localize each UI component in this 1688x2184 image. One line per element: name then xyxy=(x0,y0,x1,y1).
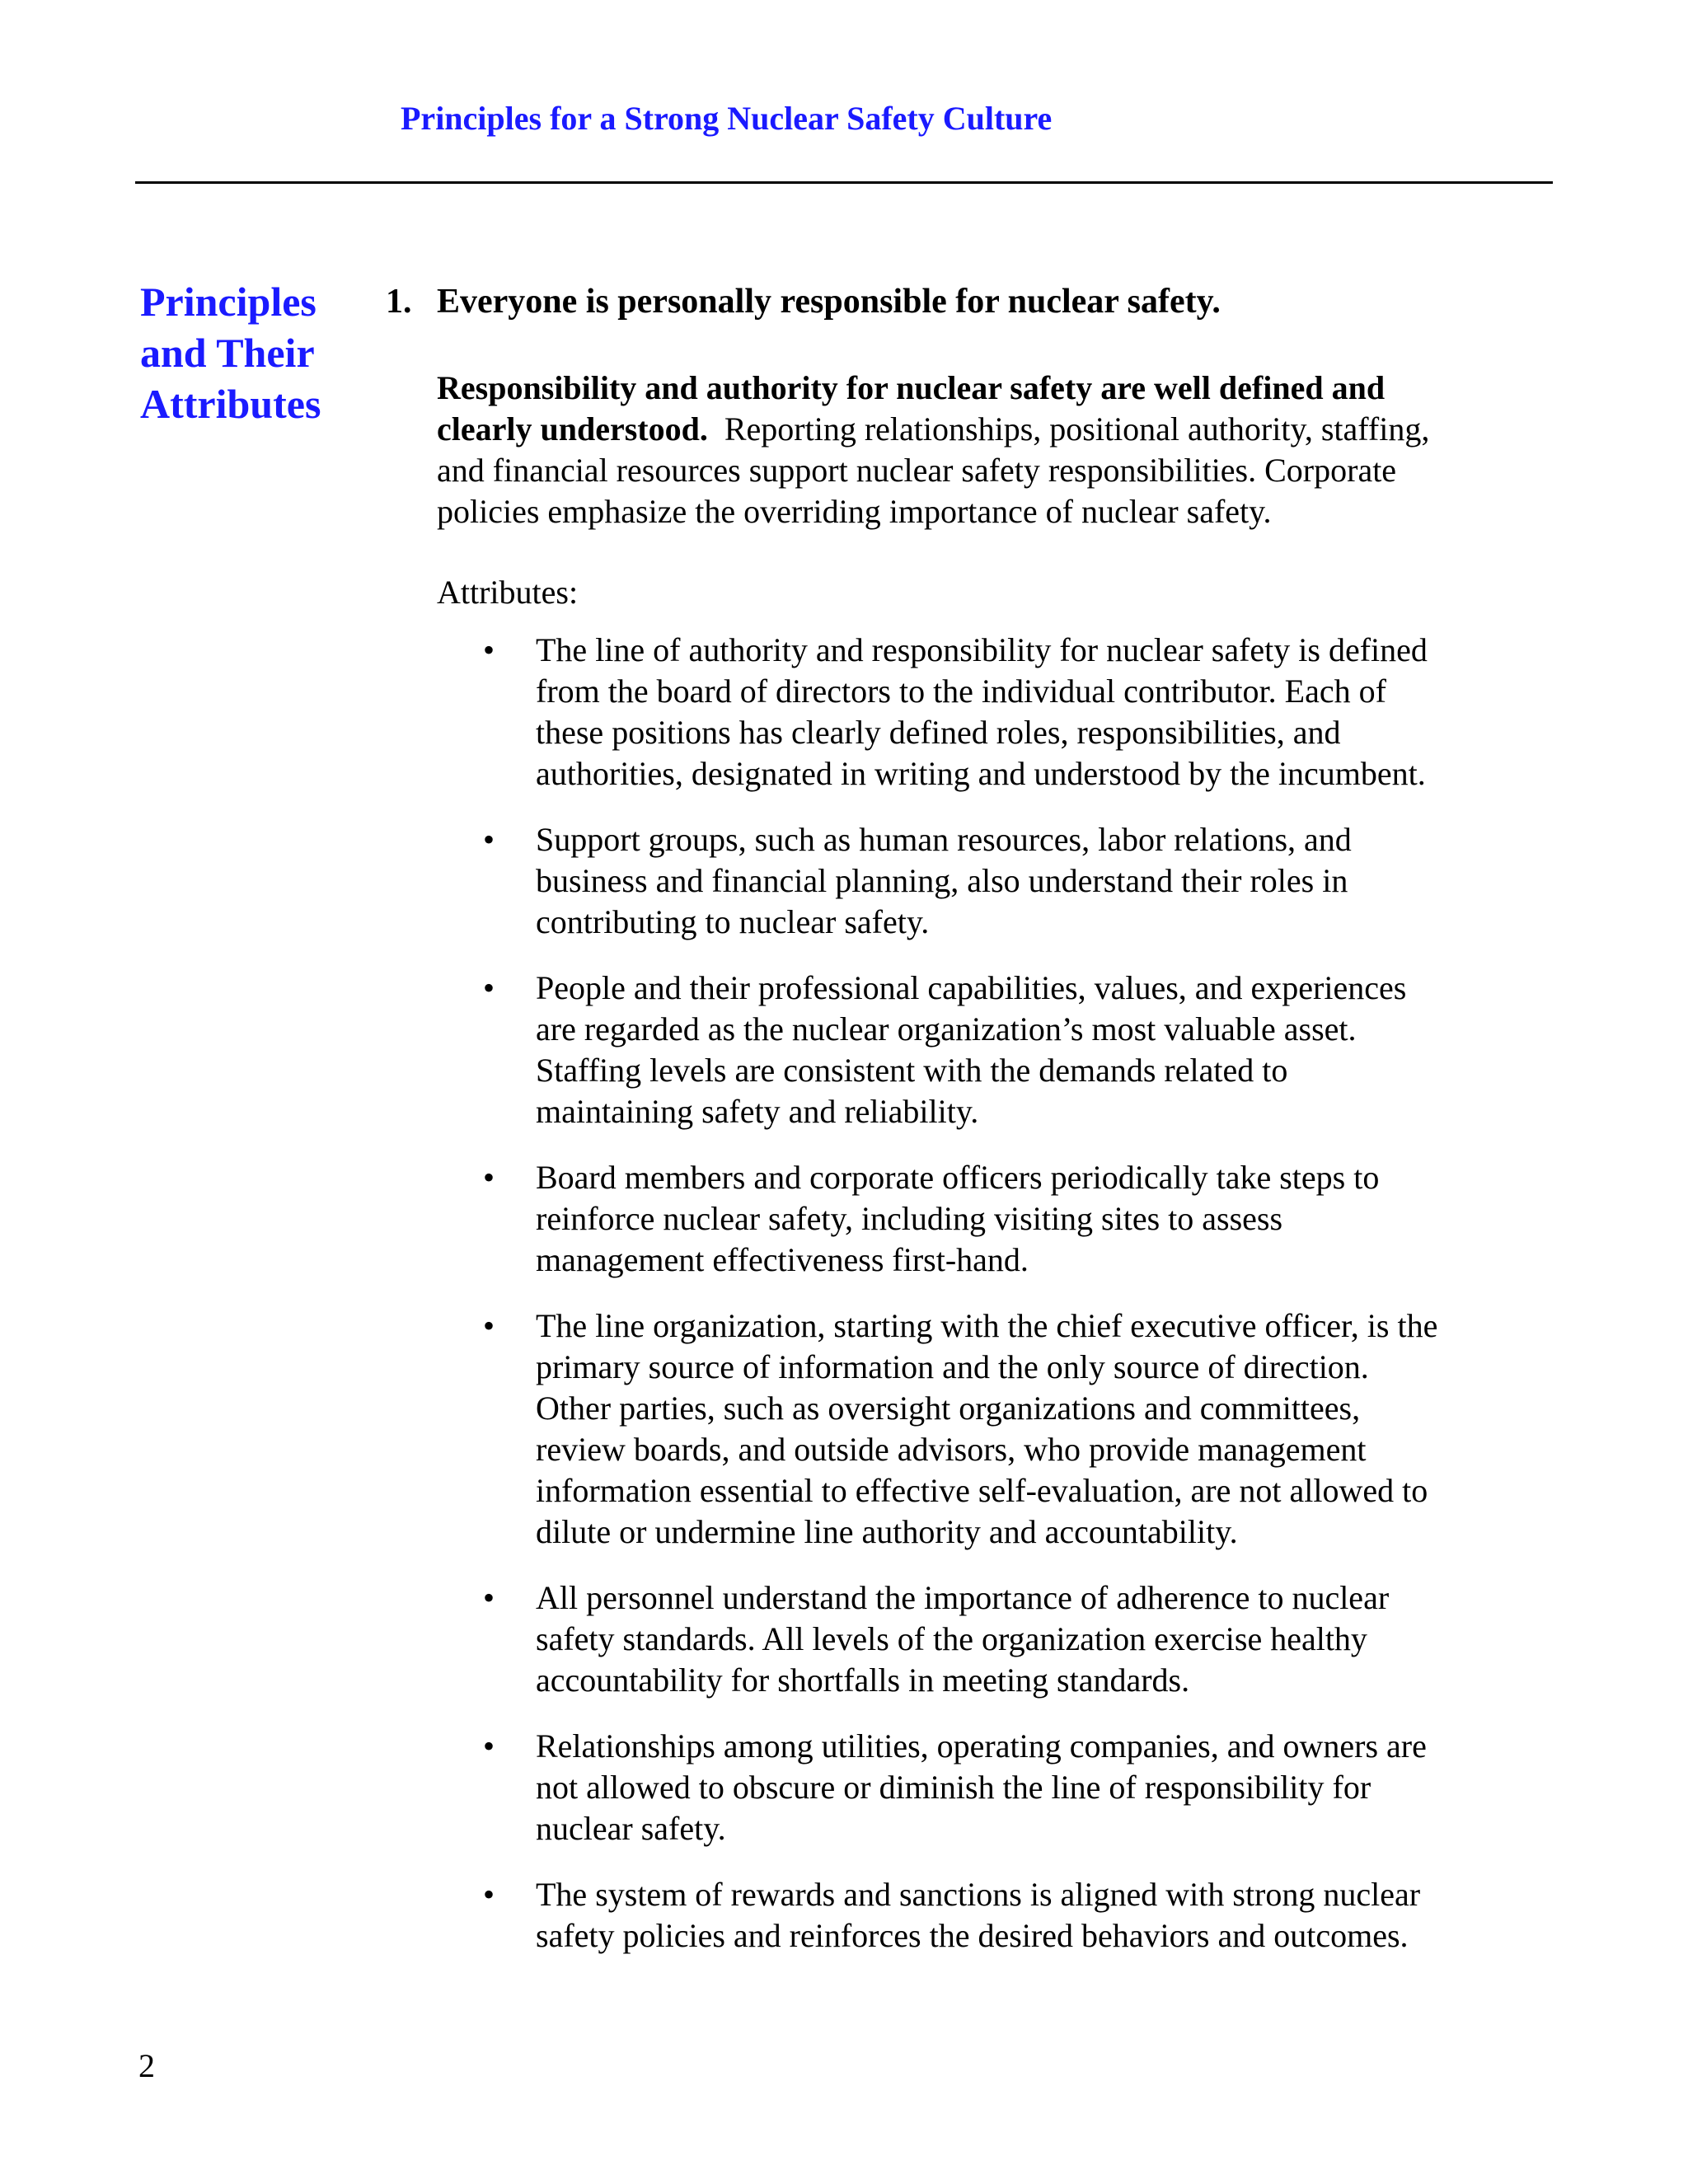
attribute-list-item xyxy=(386,1577,1556,1701)
principle-title-text: Everyone is personally responsible for nuclear safety. xyxy=(437,283,1221,321)
attribute-list-item xyxy=(386,1874,1556,1957)
attribute-text-line: reinforce nuclear safety, including visiting sites to assess xyxy=(536,1200,1283,1237)
attribute-text-line: safety policies and reinforces the desired behaviors and outcomes. xyxy=(536,1917,1409,1954)
attribute-text-line: All personnel understand the importance of adherence to nuclear xyxy=(536,1579,1390,1616)
bullet-icon: • xyxy=(483,631,495,668)
bullet-icon: • xyxy=(483,821,495,858)
bullet-icon: • xyxy=(483,969,495,1006)
side-heading-line: Attributes xyxy=(140,381,321,427)
attribute-text-line: business and financial planning, also understand their roles in xyxy=(536,862,1348,899)
bullet-icon: • xyxy=(483,1727,495,1765)
side-heading xyxy=(140,276,354,429)
attribute-text-line: Other parties, such as oversight organizations and committees, xyxy=(536,1390,1361,1427)
page-number: 2 xyxy=(138,2047,155,2084)
attribute-list-item xyxy=(386,1305,1556,1553)
attribute-text-line: from the board of directors to the individual contributor. Each of xyxy=(536,673,1386,710)
attribute-text-line: The line organization, starting with the chief executive officer, is the xyxy=(536,1307,1438,1344)
bullet-icon: • xyxy=(483,1579,495,1616)
attribute-text-line: Board members and corporate officers periodically take steps to xyxy=(536,1159,1380,1196)
side-heading-line: Principles xyxy=(140,279,316,325)
attribute-text-line: are regarded as the nuclear organization’s most valuable asset. xyxy=(536,1010,1357,1047)
bullet-icon: • xyxy=(483,1876,495,1913)
attribute-text-line: these positions has clearly defined roles, responsibilities, and xyxy=(536,714,1341,751)
attribute-text-line: Staffing levels are consistent with the demands related to xyxy=(536,1052,1288,1089)
attribute-text-line: not allowed to obscure or diminish the line of responsibility for xyxy=(536,1769,1372,1806)
attribute-list-item xyxy=(386,819,1556,943)
running-header-title: Principles for a Strong Nuclear Safety Culture xyxy=(401,100,1053,137)
intro-line: Reporting relationships, positional authority, staffing, xyxy=(724,410,1430,448)
attribute-text-line: safety standards. All levels of the organization exercise healthy xyxy=(536,1620,1367,1657)
attribute-list-item xyxy=(386,1157,1556,1281)
attributes-label: Attributes: xyxy=(437,574,579,611)
attribute-text-line: The system of rewards and sanctions is aligned with strong nuclear xyxy=(536,1876,1421,1913)
attribute-text-line: primary source of information and the only source of direction. xyxy=(536,1348,1369,1385)
attribute-text-line: nuclear safety. xyxy=(536,1810,726,1847)
intro-bold-line: Responsibility and authority for nuclear safety are well defined and xyxy=(437,369,1386,406)
attribute-text-line: contributing to nuclear safety. xyxy=(536,903,930,940)
principle-title xyxy=(386,277,1556,326)
attribute-list-item xyxy=(386,630,1556,794)
main-content xyxy=(386,277,1556,1981)
principle-intro xyxy=(386,368,1556,532)
attribute-list-item xyxy=(386,968,1556,1132)
intro-line: and financial resources support nuclear safety responsibilities. Corporate xyxy=(437,452,1397,489)
attribute-text-line: management effectiveness first-hand. xyxy=(536,1241,1029,1278)
bullet-icon: • xyxy=(483,1307,495,1344)
attribute-list-item xyxy=(386,1726,1556,1849)
attribute-text-line: maintaining safety and reliability. xyxy=(536,1093,979,1130)
attribute-text-line: People and their professional capabilities, values, and experiences xyxy=(536,969,1407,1006)
attribute-text-line: Relationships among utilities, operating companies, and owners are xyxy=(536,1727,1427,1765)
principle-number: 1. xyxy=(386,283,412,321)
attribute-text-line: dilute or undermine line authority and accountability. xyxy=(536,1513,1238,1550)
attribute-text-line: authorities, designated in writing and understood by the incumbent. xyxy=(536,755,1426,792)
intro-line: policies emphasize the overriding importance of nuclear safety. xyxy=(437,493,1272,530)
attribute-text-line: Support groups, such as human resources, labor relations, and xyxy=(536,821,1352,858)
bullet-icon: • xyxy=(483,1159,495,1196)
attribute-text-line: information essential to effective self-evaluation, are not allowed to xyxy=(536,1472,1428,1509)
side-heading-line: and Their xyxy=(140,330,315,376)
attribute-text-line: review boards, and outside advisors, who provide management xyxy=(536,1431,1367,1468)
header-divider xyxy=(135,181,1553,184)
attributes-list xyxy=(386,630,1556,1957)
intro-bold-line: clearly understood. xyxy=(437,410,708,448)
attribute-text-line: accountability for shortfalls in meeting standards. xyxy=(536,1661,1190,1699)
attribute-text-line: The line of authority and responsibility for nuclear safety is defined xyxy=(536,631,1428,668)
